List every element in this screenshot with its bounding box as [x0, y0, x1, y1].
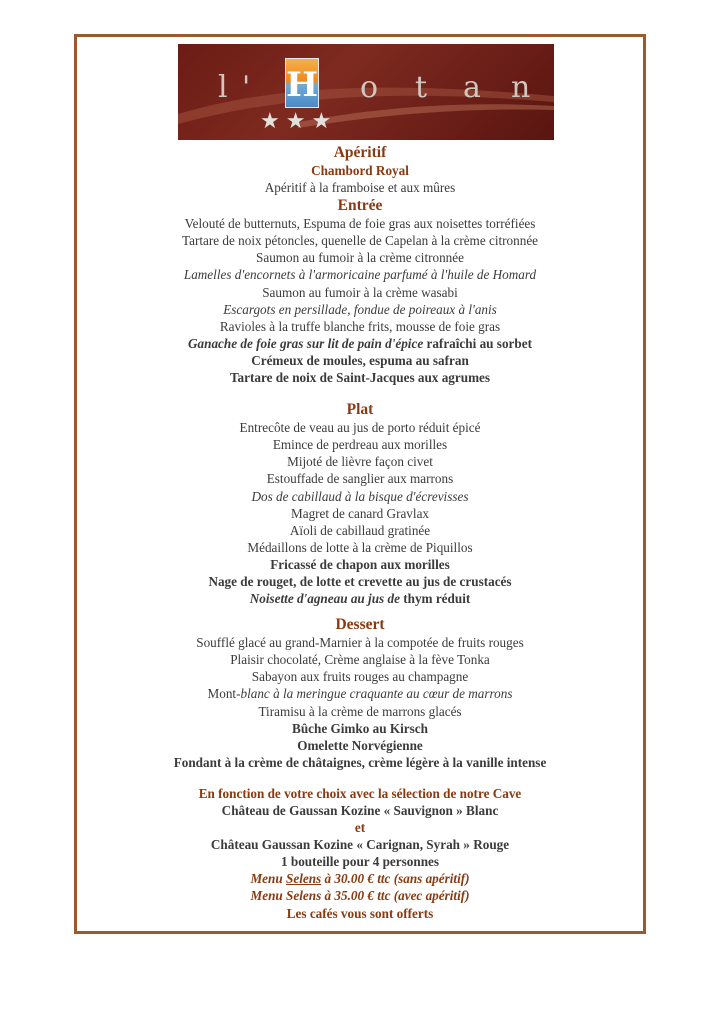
- menu-item: Omelette Norvégienne: [297, 737, 423, 753]
- menu-item: [77, 335, 643, 352]
- menu-item: Fricassé de chapon aux morilles: [270, 556, 450, 572]
- menu-item: Aïoli de cabillaud gratinée: [289, 522, 431, 538]
- menu-item: Dos de cabillaud à la bisque d'écrevisses: [251, 488, 469, 504]
- menu-item-part: Ganache de foie gras sur lit de pain d'épice: [188, 335, 424, 351]
- logo-letter: n: [511, 70, 531, 105]
- section-title-dessert: Dessert: [335, 616, 385, 634]
- menu-item: Lamelles d'encornets à l'armoricaine parfumé à l'huile de Homard: [183, 267, 537, 283]
- aperitif-name: Chambord Royal: [311, 163, 409, 178]
- menu-item: Saumon au fumoir à la crème wasabi: [262, 284, 458, 300]
- menu-item: Bûche Gimko au Kirsch: [292, 720, 428, 736]
- menu-item: [77, 685, 643, 702]
- cave-intro: En fonction de votre choix avec la sélection de notre Cave: [198, 785, 522, 801]
- logo-letter: ': [242, 70, 251, 105]
- menu-item: Mijoté de lièvre façon civet: [287, 454, 433, 470]
- menu-item: Médaillons de lotte à la crème de Piquillos: [247, 539, 473, 555]
- menu-frame: [74, 34, 646, 934]
- menu-item: Tiramisu à la crème de marrons glacés: [258, 703, 462, 719]
- menu-item: Tartare de noix pétoncles, quenelle de Capelan à la crème citronnée: [181, 233, 539, 249]
- menu-price-with-aperitif: Menu Selens à 35.00 € ttc (avec apéritif): [250, 888, 470, 904]
- menu-item: Tartare de noix de Saint-Jacques aux agrumes: [229, 370, 491, 386]
- wine-and: et: [354, 820, 366, 836]
- cafes-offered: Les cafés vous sont offerts: [286, 905, 434, 921]
- wine-red: Château Gaussan Kozine « Carignan, Syrah » Rouge: [210, 837, 510, 853]
- menu-price-without-aperitif: [77, 870, 643, 887]
- menu-item: Soufflé glacé au grand-Marnier à la compotée de fruits rouges: [196, 635, 524, 651]
- logo-letter: a: [463, 70, 481, 105]
- logo-letter: o: [360, 70, 379, 105]
- logo-letter: t: [415, 70, 428, 105]
- menu-item: Saumon au fumoir à la crème citronnée: [256, 250, 464, 266]
- spacer: [77, 607, 643, 615]
- menu-item-part: Mont-: [207, 686, 241, 702]
- menu-item-part: thym réduit: [403, 591, 471, 607]
- menu-item: Fondant à la crème de châtaignes, crème légère à la vanille intense: [173, 754, 547, 770]
- menu-item: Estouffade de sanglier aux marrons: [266, 471, 454, 487]
- logo-letter: l: [218, 70, 228, 105]
- section-title-plat: Plat: [346, 401, 374, 419]
- menu-item: Ravioles à la truffe blanche frits, mousse de foie gras: [219, 318, 501, 334]
- logo-letter-h: H: [286, 65, 319, 105]
- logo-letters: [178, 70, 554, 110]
- menu-item: [77, 590, 643, 607]
- menu-item: Escargots en persillade, fondue de poireaux à l'anis: [223, 301, 497, 317]
- menu-item: Plaisir chocolaté, Crème anglaise à la fève Tonka: [230, 652, 490, 668]
- bottle-note: 1 bouteille pour 4 personnes: [280, 854, 440, 870]
- menu-item: Nage de rouget, de lotte et crevette au jus de crustacés: [208, 573, 512, 589]
- section-title-aperitif: Apéritif: [333, 144, 387, 161]
- logo-h-box: [285, 58, 319, 108]
- wine-white: Château de Gaussan Kozine « Sauvignon » Blanc: [221, 803, 499, 818]
- aperitif-desc: Apéritif à la framboise et aux mûres: [264, 180, 456, 196]
- spacer: [77, 771, 643, 785]
- menu-item: Sabayon aux fruits rouges au champagne: [251, 669, 469, 685]
- menu-item: Velouté de butternuts, Espuma de foie gras aux noisettes torréfiées: [184, 216, 536, 232]
- menu-item-part: blanc à la meringue craquante au cœur de marrons: [240, 686, 513, 702]
- menu-item: Entrecôte de veau au jus de porto réduit épicé: [239, 420, 481, 436]
- price-part: à 30.00 € ttc (sans apéritif): [321, 871, 470, 887]
- menu-item-part: Noisette d'agneau au jus de: [249, 591, 400, 607]
- menu-item-part: rafraîchi au sorbet: [426, 335, 532, 351]
- menu-item: Emince de perdreau aux morilles: [272, 437, 448, 453]
- menu-item: Crémeux de moules, espuma au safran: [251, 352, 469, 368]
- menu-content: [77, 143, 643, 922]
- price-part: Selens: [286, 871, 322, 887]
- menu-item: Magret de canard Gravlax: [290, 505, 430, 521]
- spacer: [77, 386, 643, 400]
- logo-stars: ★★★: [260, 108, 338, 133]
- price-part: Menu: [250, 871, 286, 887]
- hotel-logo: [178, 44, 554, 140]
- section-title-entree: Entrée: [337, 197, 383, 215]
